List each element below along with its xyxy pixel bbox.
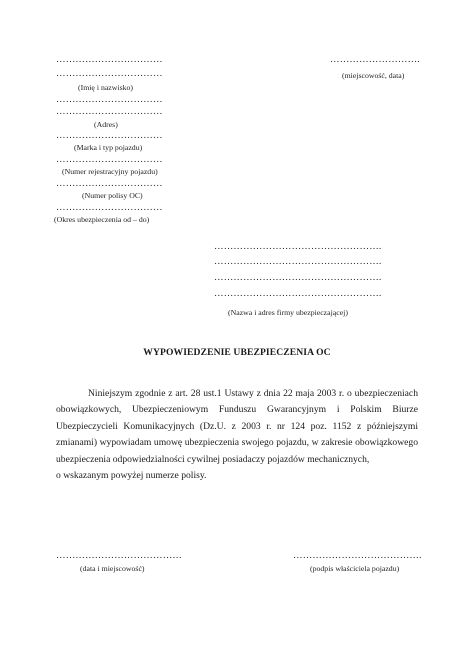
document-body [56,386,418,484]
policy-number-field-label: (Numer polisy OC) [82,191,143,200]
address-field-label: (Adres) [94,120,118,129]
insurance-period-field-line: …………………………… [56,203,163,213]
document-title: WYPOWIEDZENIE UBEZPIECZENIA OC [143,347,331,358]
owner-signature-line: …………………………………. [293,551,422,561]
vehicle-make-field-line: …………………………… [56,131,163,141]
place-date-field-line: ………………………. [330,55,420,65]
body-paragraph-closing: o wskazanym powyżej numerze polisy. [56,470,207,482]
date-place-signature-line: ………………………………… [56,551,183,561]
date-place-signature-label: (data i miejscowość) [80,564,145,573]
insurer-line-3: ……………………………………………. [214,273,382,283]
registration-field-label: (Numer rejestracyjny pojazdu) [62,167,158,176]
body-paragraph: Niniejszym zgodnie z art. 28 ust.1 Ustawy z dnia 22 maja 2003 r. o ubezpieczeniach obowiązkowych, Ubezpieczeniowym Funduszu Gwarancyjnym i Polskim Biurze Ubezpieczycieli Komunikacyjnych (Dz.U. z 2003 r. nr 124 poz. 1152 z późniejszymi zmianami) wypowiadam umowę ubezpieczenia swojego pojazdu, w zakresie obowiązkowego ubezpieczenia odpowiedzialności cywilnej posiadaczy pojazdów mechanicznych, [56,388,418,465]
place-date-field-label: (miejscowość, data) [342,71,405,80]
policy-number-field-line: …………………………… [56,179,163,189]
address-field-line-2: …………………………… [56,107,163,117]
vehicle-make-field-label: (Marka i typ pojazdu) [74,143,143,152]
insurance-period-field-label: (Okres ubezpieczenia od – do) [54,215,150,224]
insurer-line-1: ……………………………………………. [214,242,382,252]
insurer-line-2: ……………………………………………. [214,257,382,267]
insurer-line-4: ……………………………………………. [214,289,382,299]
blank-field-line: …………………………… [56,55,163,65]
insurer-label: (Nazwa i adres firmy ubezpieczającej) [228,308,348,317]
name-field-line: …………………………… [56,69,163,79]
owner-signature-label: (podpis właściciela pojazdu) [310,564,400,573]
address-field-line-1: …………………………… [56,95,163,105]
name-field-label: (Imię i nazwisko) [78,83,133,92]
registration-field-line: …………………………… [56,155,163,165]
